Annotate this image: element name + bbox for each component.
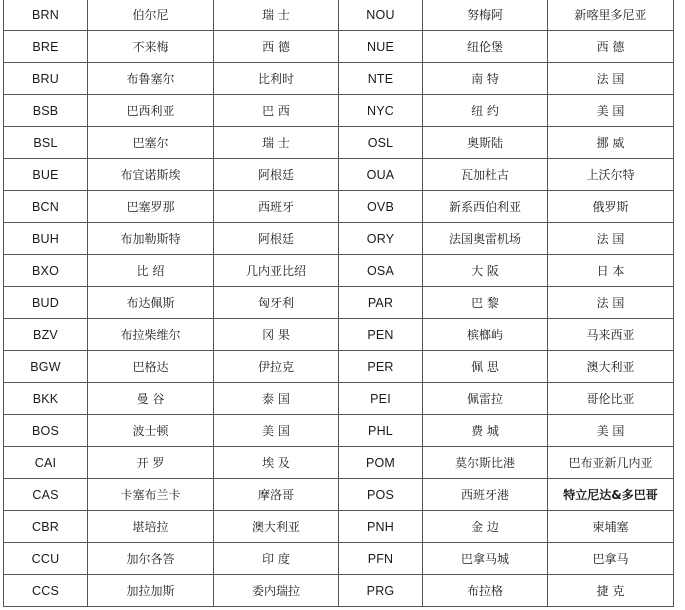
table-row bbox=[4, 575, 674, 607]
country-name-cell: 捷 克 bbox=[548, 575, 674, 607]
country-name-cell: 伊拉克 bbox=[214, 351, 339, 383]
table-row bbox=[4, 287, 674, 319]
table-row bbox=[4, 447, 674, 479]
airport-code-cell: BSB bbox=[4, 95, 88, 127]
country-name-cell: 匈牙利 bbox=[214, 287, 339, 319]
city-name-cell: 费 城 bbox=[423, 415, 548, 447]
city-name-cell: 巴 黎 bbox=[423, 287, 548, 319]
country-name-cell: 俄罗斯 bbox=[548, 191, 674, 223]
city-name-cell: 布鲁塞尔 bbox=[88, 63, 214, 95]
city-name-cell: 南 特 bbox=[423, 63, 548, 95]
airport-code-table bbox=[3, 0, 674, 607]
country-name-cell: 冈 果 bbox=[214, 319, 339, 351]
city-name-cell: 曼 谷 bbox=[88, 383, 214, 415]
city-name-cell: 布达佩斯 bbox=[88, 287, 214, 319]
airport-code-cell: BSL bbox=[4, 127, 88, 159]
city-name-cell: 巴塞罗那 bbox=[88, 191, 214, 223]
table-row bbox=[4, 223, 674, 255]
airport-code-cell: OSL bbox=[339, 127, 423, 159]
country-name-cell: 巴布亚新几内亚 bbox=[548, 447, 674, 479]
city-name-cell: 卡塞布兰卡 bbox=[88, 479, 214, 511]
table-row bbox=[4, 127, 674, 159]
airport-code-cell: PRG bbox=[339, 575, 423, 607]
city-name-cell: 瓦加杜古 bbox=[423, 159, 548, 191]
country-name-cell: 埃 及 bbox=[214, 447, 339, 479]
country-name-cell: 巴 西 bbox=[214, 95, 339, 127]
table-row bbox=[4, 511, 674, 543]
country-name-cell: 美 国 bbox=[548, 95, 674, 127]
city-name-cell: 槟榔屿 bbox=[423, 319, 548, 351]
airport-code-cell: PHL bbox=[339, 415, 423, 447]
city-name-cell: 波士顿 bbox=[88, 415, 214, 447]
country-name-cell: 上沃尔特 bbox=[548, 159, 674, 191]
city-name-cell: 伯尔尼 bbox=[88, 0, 214, 31]
airport-code-cell: POM bbox=[339, 447, 423, 479]
country-name-cell: 泰 国 bbox=[214, 383, 339, 415]
table-row bbox=[4, 159, 674, 191]
country-name-cell: 法 国 bbox=[548, 287, 674, 319]
airport-code-cell: BRU bbox=[4, 63, 88, 95]
airport-code-cell: PFN bbox=[339, 543, 423, 575]
airport-code-cell: NYC bbox=[339, 95, 423, 127]
country-name-cell: 阿根廷 bbox=[214, 223, 339, 255]
country-name-cell: 几内亚比绍 bbox=[214, 255, 339, 287]
airport-code-cell: CBR bbox=[4, 511, 88, 543]
airport-code-cell: PEN bbox=[339, 319, 423, 351]
city-name-cell: 奥斯陆 bbox=[423, 127, 548, 159]
city-name-cell: 布拉柴维尔 bbox=[88, 319, 214, 351]
country-name-cell: 法 国 bbox=[548, 223, 674, 255]
country-name-cell: 西 德 bbox=[214, 31, 339, 63]
table-row bbox=[4, 319, 674, 351]
table-row bbox=[4, 95, 674, 127]
airport-code-table-container bbox=[3, 0, 673, 607]
city-name-cell: 巴西利亚 bbox=[88, 95, 214, 127]
airport-code-cell: PAR bbox=[339, 287, 423, 319]
city-name-cell: 纽 约 bbox=[423, 95, 548, 127]
country-name-cell: 美 国 bbox=[548, 415, 674, 447]
airport-code-cell: BKK bbox=[4, 383, 88, 415]
country-name-cell: 瑞 士 bbox=[214, 0, 339, 31]
country-name-cell: 新喀里多尼亚 bbox=[548, 0, 674, 31]
airport-code-cell: PEI bbox=[339, 383, 423, 415]
country-name-cell: 哥伦比亚 bbox=[548, 383, 674, 415]
country-name-cell: 比利时 bbox=[214, 63, 339, 95]
table-row bbox=[4, 479, 674, 511]
airport-code-cell: OUA bbox=[339, 159, 423, 191]
city-name-cell: 比 绍 bbox=[88, 255, 214, 287]
country-name-cell: 印 度 bbox=[214, 543, 339, 575]
airport-code-cell: BGW bbox=[4, 351, 88, 383]
airport-code-cell: BZV bbox=[4, 319, 88, 351]
airport-code-cell: CCU bbox=[4, 543, 88, 575]
city-name-cell: 新系西伯利亚 bbox=[423, 191, 548, 223]
city-name-cell: 不来梅 bbox=[88, 31, 214, 63]
table-row bbox=[4, 383, 674, 415]
table-row bbox=[4, 255, 674, 287]
country-name-cell: 澳大利亚 bbox=[548, 351, 674, 383]
airport-code-cell: BUH bbox=[4, 223, 88, 255]
country-name-cell: 西 德 bbox=[548, 31, 674, 63]
country-name-cell: 巴拿马 bbox=[548, 543, 674, 575]
city-name-cell: 布拉格 bbox=[423, 575, 548, 607]
airport-code-cell: POS bbox=[339, 479, 423, 511]
country-name-cell: 委内瑞拉 bbox=[214, 575, 339, 607]
airport-code-cell: CCS bbox=[4, 575, 88, 607]
city-name-cell: 努梅阿 bbox=[423, 0, 548, 31]
country-name-cell: 澳大利亚 bbox=[214, 511, 339, 543]
airport-code-cell: BOS bbox=[4, 415, 88, 447]
airport-code-cell: CAS bbox=[4, 479, 88, 511]
table-row bbox=[4, 191, 674, 223]
airport-code-cell: BRE bbox=[4, 31, 88, 63]
city-name-cell: 佩雷拉 bbox=[423, 383, 548, 415]
airport-code-cell: NUE bbox=[339, 31, 423, 63]
table-row bbox=[4, 63, 674, 95]
table-row bbox=[4, 0, 674, 31]
table-row bbox=[4, 351, 674, 383]
country-name-cell: 瑞 士 bbox=[214, 127, 339, 159]
country-name-cell: 挪 威 bbox=[548, 127, 674, 159]
airport-code-cell: BCN bbox=[4, 191, 88, 223]
airport-code-cell: BUD bbox=[4, 287, 88, 319]
country-name-cell: 西班牙 bbox=[214, 191, 339, 223]
airport-code-cell: CAI bbox=[4, 447, 88, 479]
airport-code-cell: PNH bbox=[339, 511, 423, 543]
city-name-cell: 大 阪 bbox=[423, 255, 548, 287]
country-name-cell: 阿根廷 bbox=[214, 159, 339, 191]
city-name-cell: 西班牙港 bbox=[423, 479, 548, 511]
airport-code-cell: BRN bbox=[4, 0, 88, 31]
airport-code-cell: BXO bbox=[4, 255, 88, 287]
city-name-cell: 布宜诺斯埃 bbox=[88, 159, 214, 191]
table-row bbox=[4, 415, 674, 447]
airport-code-cell: NTE bbox=[339, 63, 423, 95]
city-name-cell: 堪培拉 bbox=[88, 511, 214, 543]
city-name-cell: 莫尔斯比港 bbox=[423, 447, 548, 479]
city-name-cell: 加拉加斯 bbox=[88, 575, 214, 607]
country-name-cell: 特立尼达&多巴哥 bbox=[548, 479, 674, 511]
city-name-cell: 加尔各答 bbox=[88, 543, 214, 575]
table-row bbox=[4, 543, 674, 575]
city-name-cell: 巴格达 bbox=[88, 351, 214, 383]
airport-code-cell: OVB bbox=[339, 191, 423, 223]
city-name-cell: 金 边 bbox=[423, 511, 548, 543]
city-name-cell: 巴塞尔 bbox=[88, 127, 214, 159]
city-name-cell: 纽伦堡 bbox=[423, 31, 548, 63]
country-name-cell: 摩洛哥 bbox=[214, 479, 339, 511]
city-name-cell: 布加勒斯特 bbox=[88, 223, 214, 255]
city-name-cell: 法国奥雷机场 bbox=[423, 223, 548, 255]
airport-code-cell: NOU bbox=[339, 0, 423, 31]
airport-code-cell: PER bbox=[339, 351, 423, 383]
airport-code-cell: ORY bbox=[339, 223, 423, 255]
country-name-cell: 柬埔塞 bbox=[548, 511, 674, 543]
city-name-cell: 开 罗 bbox=[88, 447, 214, 479]
airport-code-cell: OSA bbox=[339, 255, 423, 287]
country-name-cell: 法 国 bbox=[548, 63, 674, 95]
table-row bbox=[4, 31, 674, 63]
city-name-cell: 巴拿马城 bbox=[423, 543, 548, 575]
country-name-cell: 美 国 bbox=[214, 415, 339, 447]
city-name-cell: 佩 思 bbox=[423, 351, 548, 383]
country-name-cell: 日 本 bbox=[548, 255, 674, 287]
airport-code-cell: BUE bbox=[4, 159, 88, 191]
country-name-cell: 马来西亚 bbox=[548, 319, 674, 351]
table-body bbox=[4, 0, 674, 607]
